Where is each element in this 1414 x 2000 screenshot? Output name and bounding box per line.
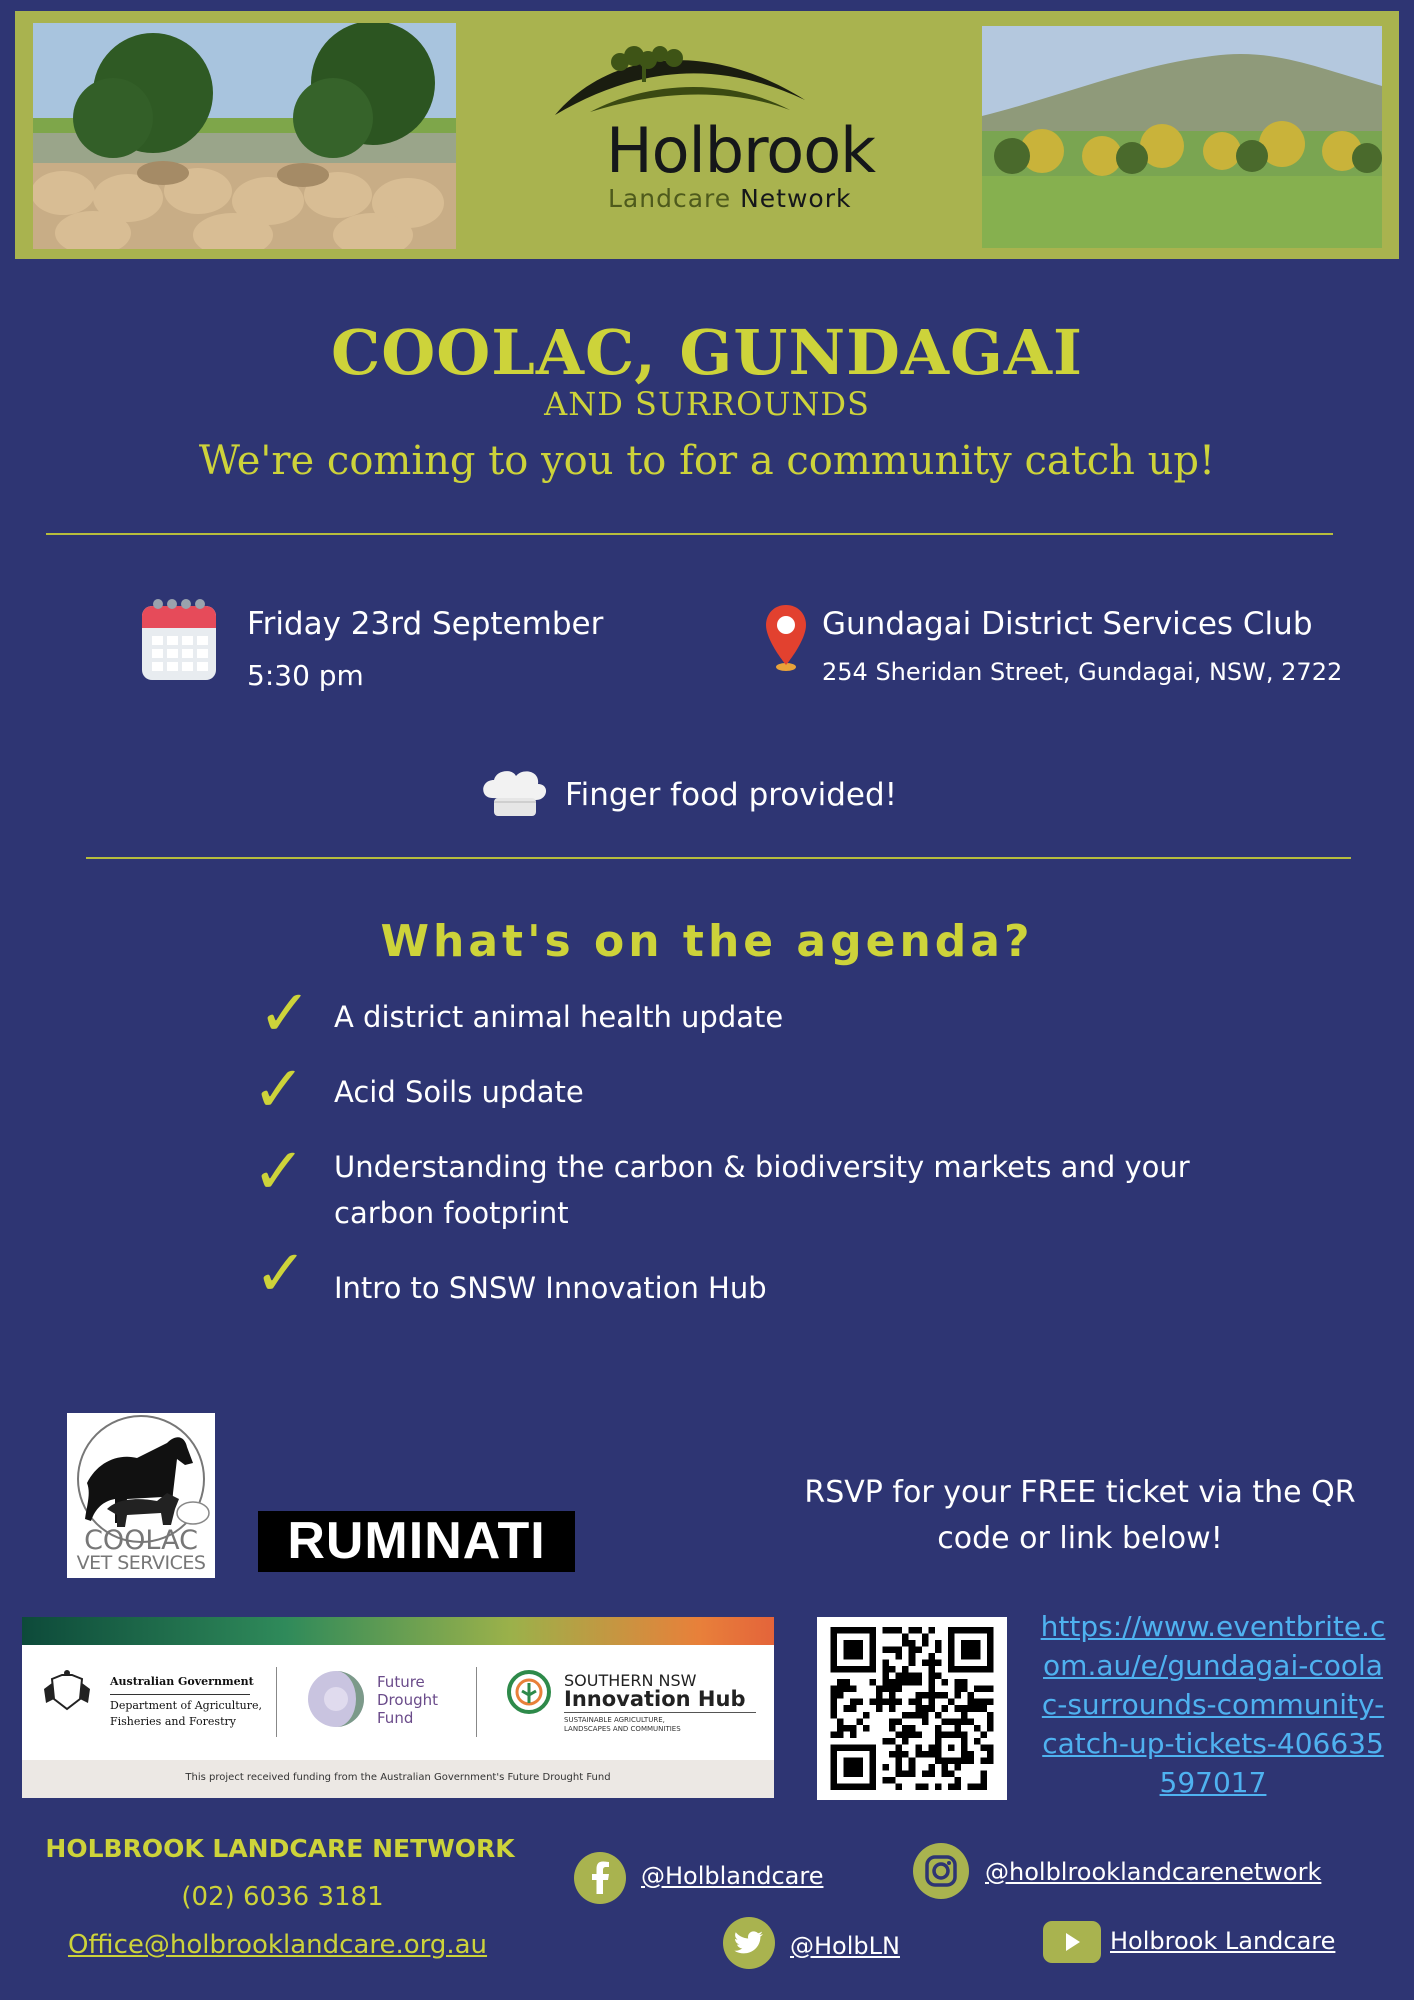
divider-top <box>46 533 1333 535</box>
venue-address: 254 Sheridan Street, Gundagai, NSW, 2722 <box>822 658 1343 686</box>
fdf-line-3: Fund <box>377 1709 414 1727</box>
org-name: HOLBROOK LANDCARE NETWORK <box>45 1834 515 1863</box>
future-drought-fund-icon <box>306 1669 366 1729</box>
org-email[interactable]: Office@holbrooklandcare.org.au <box>67 1930 488 1960</box>
fdf-line-2: Drought <box>377 1691 438 1709</box>
hub-line-4: LANDSCAPES AND COMMUNITIES <box>564 1725 681 1733</box>
venue-name: Gundagai District Services Club <box>822 606 1313 642</box>
checkmark-icon: ✓ <box>252 1135 306 1209</box>
checkmark-icon: ✓ <box>258 977 312 1051</box>
coat-of-arms-icon <box>42 1669 92 1715</box>
youtube-icon[interactable] <box>1043 1921 1101 1963</box>
hub-divider <box>564 1712 756 1713</box>
fdf-line-1: Future <box>377 1673 425 1691</box>
rsvp-link[interactable]: https://www.eventbrite.com.au/e/gundagai-coolac-surrounds-community-catch-up-tickets-406635597017 <box>1040 1610 1386 1799</box>
sheep-photo <box>33 23 456 249</box>
twitter-icon[interactable] <box>723 1917 775 1969</box>
event-title: COOLAC, GUNDAGAI <box>330 316 1084 389</box>
gov-line-1: Australian Government <box>110 1675 254 1688</box>
facebook-handle[interactable]: @Holblandcare <box>641 1862 824 1890</box>
funding-note: This project received funding from the Australian Government's Future Drought Fund <box>185 1772 611 1783</box>
youtube-channel[interactable]: Holbrook Landcare <box>1110 1927 1336 1955</box>
divider-middle <box>86 857 1351 859</box>
funding-banner <box>22 1617 774 1798</box>
hub-line-3: SUSTAINABLE AGRICULTURE, <box>564 1716 665 1724</box>
innovation-hub-icon <box>506 1669 552 1715</box>
chef-hat-icon <box>478 768 550 820</box>
location-pin-icon <box>764 603 808 673</box>
logo-sub-landcare: Landcare <box>608 184 732 213</box>
agenda-item: Intro to SNSW Innovation Hub <box>334 1271 767 1305</box>
gov-divider <box>110 1694 250 1695</box>
logo-subtitle <box>608 184 851 213</box>
facebook-icon[interactable] <box>574 1852 626 1904</box>
twitter-handle[interactable]: @HolbLN <box>790 1932 900 1960</box>
checkmark-icon: ✓ <box>254 1237 308 1311</box>
rsvp-text: RSVP for your FREE ticket via the QR code or link below! <box>804 1475 1356 1556</box>
ruminati-logo: RUMINATI <box>258 1511 575 1572</box>
holbrook-logo <box>530 40 890 220</box>
gov-line-2: Department of Agriculture, <box>110 1699 263 1712</box>
org-phone[interactable]: (02) 6036 3181 <box>181 1882 384 1912</box>
qr-code-pattern <box>829 1627 995 1790</box>
agenda-item: Understanding the carbon & biodiversity markets and your carbon footprint <box>334 1150 1190 1230</box>
landscape-photo <box>982 26 1382 248</box>
calendar-icon <box>140 596 218 682</box>
coolac-logo-text-2: VET SERVICES <box>76 1552 206 1574</box>
coolac-logo-text-1: COOLAC <box>84 1525 198 1556</box>
gov-line-3: Fisheries and Forestry <box>110 1715 236 1728</box>
logo-tree-icon <box>550 40 810 120</box>
hub-line-2: Innovation Hub <box>564 1687 746 1711</box>
agenda-item: A district animal health update <box>334 1000 784 1034</box>
event-subtitle: AND SURROUNDS <box>544 385 870 423</box>
coolac-vet-logo <box>67 1413 215 1578</box>
banner-separator <box>476 1667 477 1737</box>
instagram-icon[interactable] <box>913 1843 969 1899</box>
hub-line-1: SOUTHERN NSW <box>564 1671 697 1690</box>
agenda-title: What's on the agenda? <box>380 916 1034 967</box>
funding-banner-gradient <box>22 1617 774 1645</box>
event-date: Friday 23rd September <box>247 606 604 642</box>
instagram-handle[interactable]: @holblrooklandcarenetwork <box>985 1858 1322 1886</box>
logo-wordmark: Holbrook <box>606 114 876 187</box>
checkmark-icon: ✓ <box>252 1053 306 1127</box>
banner-separator <box>276 1667 277 1737</box>
agenda-item: Acid Soils update <box>334 1075 584 1109</box>
event-time: 5:30 pm <box>247 659 364 692</box>
logo-sub-network: Network <box>740 184 852 213</box>
food-note: Finger food provided! <box>565 777 898 813</box>
event-tagline: We're coming to you to for a community catch up! <box>198 438 1216 484</box>
qr-code[interactable] <box>817 1617 1007 1800</box>
